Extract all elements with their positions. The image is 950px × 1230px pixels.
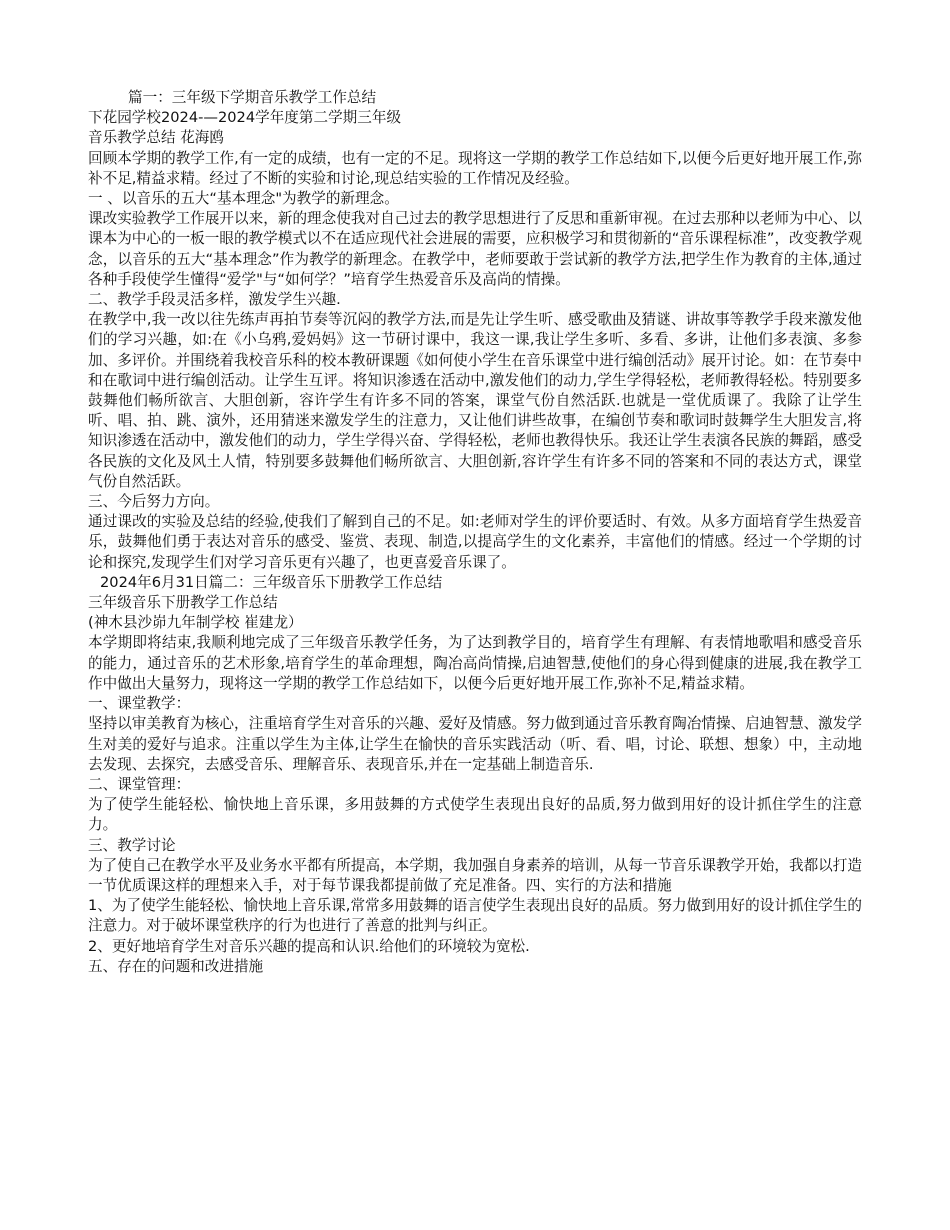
doc1-author-line: 音乐教学总结 花海鸥 [88,129,224,147]
doc2-paragraph-5: 2、更好地培育学生对音乐兴趣的提高和认识.给他们的环境较为宽松. [88,937,530,955]
doc1-heading-2: 二、教学手段灵活多样，激发学生兴趣. [88,291,341,309]
doc2-heading-5: 五、存在的问题和改进措施 [88,957,264,975]
doc1-heading-1: 一 、以音乐的五大“基本理念"为教学的新理念。 [88,190,399,208]
doc2-heading-3: 三、教学讨论 [88,836,176,854]
doc2-paragraph-2: 为了使学生能轻松、愉快地上音乐课，多用鼓舞的方式使学生表现出良好的品质,努力做到用好的设计抓住学生的注意力。 [88,796,862,834]
doc1-paragraph-2: 在教学中,我一改以往先练声再拍节奏等沉闷的教学方法,而是先让学生听、感受歌曲及猜谜、讲故事等教学手段来激发他们的学习兴趣，如:在《小乌鸦,爱妈妈》这一节研讨课中，我这一课,我让学生多听、多看、多讲，让他们多表演、多参加、多评价。并围绕着我校音乐科的校本教研课题《如何使小学生在音乐课堂中进行编创活动》展开讨论。如：在节奏中和在歌词中进行编创活动。让学生互评。将知识渗透在活动中,激发他们的动力,学生学得轻松，老师教得轻松。特别要多鼓舞他们畅所欲言、大胆创新，容许学生有许多不同的答案，课堂气份自然活跃.也就是一堂优质课了。我除了让学生听、唱、拍、跳、演外，还用猜迷来激发学生的注意力，又让他们讲些故事，在编创节奏和歌词时鼓舞学生大胆发言,将知识渗透在活动中，激发他们的动力，学生学得兴奋、学得轻松，老师也教得快乐。我还让学生表演各民族的舞蹈，感受各民族的文化及风土人情，特别要多鼓舞他们畅所欲言、大胆创新,容许学生有许多不同的答案和不同的表达方式，课堂气份自然活跃。 [88,311,862,490]
doc2-paragraph-1: 坚持以审美教育为核心，注重培育学生对音乐的兴趣、爱好及情感。努力做到通过音乐教育陶冶情操、启迪智慧、激发学生对美的爱好与追求。注重以学生为主体,让学生在愉快的音乐实践活动（听、看、唱，讨论、联想、想象）中，主动地去发现、去探究，去感受音乐、理解音乐、表现音乐,并在一定基础上制造音乐. [88,715,862,773]
doc2-heading-2: 二、课堂管理： [88,775,191,793]
doc2-intro-paragraph: 本学期即将结束,我顺利地完成了三年级音乐教学任务，为了达到教学目的，培育学生有理解、有表情地歌唱和感受音乐的能力，通过音乐的艺术形象,培育学生的革命理想，陶冶高尚情操,启迪智慧,使他们的身心得到健康的进展,我在教学工作中做出大量努力，现将这一学期的教学工作总结如下，以便今后更好地开展工作,弥补不足,精益求精。 [88,634,862,692]
doc2-paragraph-3: 为了使自己在教学水平及业务水平都有所提高，本学期，我加强自身素养的培训，从每一节音乐课教学开始，我都以打造一节优质课这样的理想来入手，对于每节课我都提前做了充足准备。四、实行的方法和措施 [88,856,862,894]
doc1-school-line: 下花园学校2024-—2024学年度第二学期三年级 [88,109,402,127]
doc1-paragraph-3: 通过课改的实验及总结的经验,使我们了解到自己的不足。如:老师对学生的评价要适时、有效。从多方面培育学生热爱音乐，鼓舞他们勇于表达对音乐的感受、鉴赏、表现、制造,以提高学生的文化素养，丰富他们的情感。经过一个学期的讨论和探究,发现学生们对学习音乐更有兴趣了，也更喜爱音乐课了。 [88,513,862,571]
doc2-title: 三年级音乐下册教学工作总结 [88,594,278,612]
doc1-intro-paragraph: 回顾本学期的教学工作,有一定的成绩，也有一定的不足。现将这一学期的教学工作总结如下,以便今后更好地开展工作,弥补不足,精益求精。经过了不断的实验和讨论,现总结实验的工作情况及经验。 [88,149,862,187]
doc1-heading-3: 三、今后努力方向。 [88,493,220,511]
doc1-paragraph-1: 课改实验教学工作展开以来，新的理念使我对自己过去的教学思想进行了反思和重新审视。在过去那种以老师为中心、以课本为中心的一板一眼的教学模式以不在适应现代社会进展的需要，应积极学习和贯彻新的“音乐课程标准”，改变教学观念，以音乐的五大“基本理念”作为教学的新理念。在教学中，老师要敢于尝试新的教学方法,把学生作为教育的主体,通过各种手段使学生懂得“爱学"与“如何学？”培育学生热爱音乐及高尚的情操。 [88,210,863,288]
doc1-title: 篇一：三年级下学期音乐教学工作总结 [128,89,377,106]
doc2-paragraph-4: 1、为了使学生能轻松、愉快地上音乐课,常常多用鼓舞的语言使学生表现出良好的品质。努力做到用好的设计抓住学生的注意力。对于破坏课堂秩序的行为也进行了善意的批判与纠正。 [88,897,862,935]
doc2-author: (神木县沙峁九年制学校 崔建龙） [88,614,303,632]
document-page [88,88,862,977]
doc2-heading-1: 一、课堂教学： [88,695,191,713]
doc1-date-doc2-title: 2024年6月31日篇二：三年级音乐下册教学工作总结 [100,573,443,591]
